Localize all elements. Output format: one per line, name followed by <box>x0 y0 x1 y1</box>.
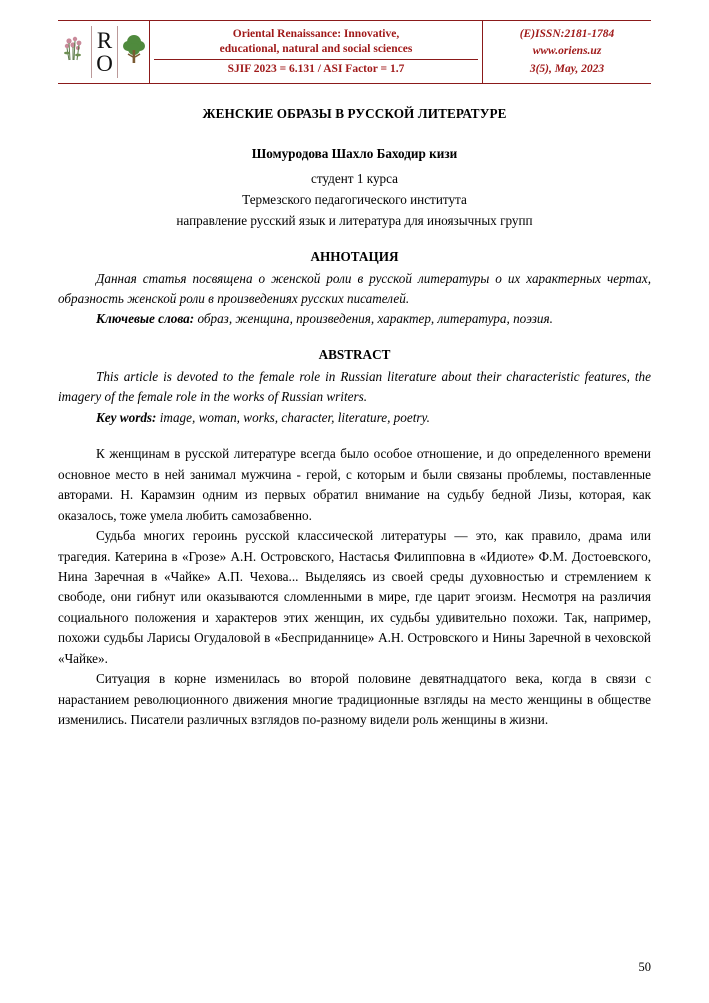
logo-letters <box>96 29 113 75</box>
author-name: Шомуродова Шахло Баходир кизи <box>251 146 458 161</box>
annotation-heading: АННОТАЦИЯ <box>310 248 399 264</box>
journal-logo <box>58 21 150 83</box>
journal-title-block <box>150 21 483 83</box>
journal-header-banner <box>58 20 651 84</box>
journal-issn: (E)ISSN:2181-1784 <box>519 28 615 41</box>
annotation-text: Данная статья посвящена о женской роли в русской литературы о их характерных чертах, образность женской роли в произведениях русских писателей. <box>58 270 651 307</box>
page-title: ЖЕНСКИЕ ОБРАЗЫ В РУССКОЙ ЛИТЕРАТУРЕ <box>202 106 507 121</box>
section-spacer <box>58 428 651 444</box>
author-affiliation-line-3: направление русский язык и литература для иноязычных групп <box>176 212 533 228</box>
author-affiliation-line-2: Термезского педагогического института <box>242 191 467 207</box>
logo-divider-2 <box>117 26 118 78</box>
author-affiliation-line-1: студент 1 курса <box>310 171 399 186</box>
abstract-heading: ABSTRACT <box>318 346 391 362</box>
body-paragraph-1: К женщинам в русской литературе всегда было особое отношение, и до определенного времени основное место в ней занимал мужчина - герой, с которым и были связаны проблемы, поставленные авторами. Н. Карамзин одним из первых обратил внимание на судьбу бедной Лизы, которая, как оказалось, тоже умела любить самозабвенно. <box>58 446 651 523</box>
logo-letter-r: R <box>96 28 113 53</box>
body-paragraph-3: Ситуация в корне изменилась во второй половине девятнадцатого века, когда в связи с нарастанием революционного движения многие традиционные взгляды на место женщины в обществе изменились. Писатели различных взглядов по-разному видели роль женщины в жизни. <box>58 671 651 728</box>
keywords-ru-label: Ключевые слова: <box>96 311 195 327</box>
logo-divider <box>91 26 92 78</box>
header-divider-rule <box>154 59 478 60</box>
logo-letter-o: O <box>96 51 113 76</box>
keywords-en <box>58 408 651 428</box>
journal-metrics: SJIF 2023 = 6.131 / ASI Factor = 1.7 <box>227 63 405 76</box>
keywords-en-label: Key words: <box>96 409 157 425</box>
page-number: 50 <box>638 960 651 974</box>
keywords-en-value: image, woman, works, character, literature, poetry. <box>156 409 430 425</box>
abstract-text: This article is devoted to the female role in Russian literature about their characteristic features, the imagery of the female role in the works of Russian writers. <box>58 368 651 405</box>
body-paragraph-2: Судьба многих героинь русской классической литературы — это, как правило, драма или трагедия. Катерина в «Грозе» А.Н. Островского, Настасья Филипповна в «Идиоте» Ф.М. Достоевского, Нина Заречная в «Чайке» А.П. Чехова... Выделяясь из своей среды духовностью и стремлением к свободе, они гибнут или оказываются сломленными в мире, где царит эгоизм. Несмотря на различия социального положения и характеров этих женщин, их судьбы удивительно похожи. Так, например, похожи судьбы Ларисы Огудаловой в «Бесприданнице» А.Н. Островского и Нины Заречной в чеховской «Чайке». <box>58 528 651 666</box>
flower-icon <box>61 34 87 71</box>
keywords-ru-value: образ, женщина, произведения, характер, литература, поэзия. <box>194 311 553 327</box>
keywords-ru <box>58 309 651 329</box>
journal-meta-block <box>483 21 651 83</box>
journal-website[interactable]: www.oriens.uz <box>532 45 602 58</box>
tree-icon <box>122 33 146 72</box>
journal-issue: 3(5), May, 2023 <box>529 62 605 75</box>
journal-title-line-1: Oriental Renaissance: Innovative, <box>232 27 400 40</box>
journal-title-line-2: educational, natural and social sciences <box>219 42 413 55</box>
